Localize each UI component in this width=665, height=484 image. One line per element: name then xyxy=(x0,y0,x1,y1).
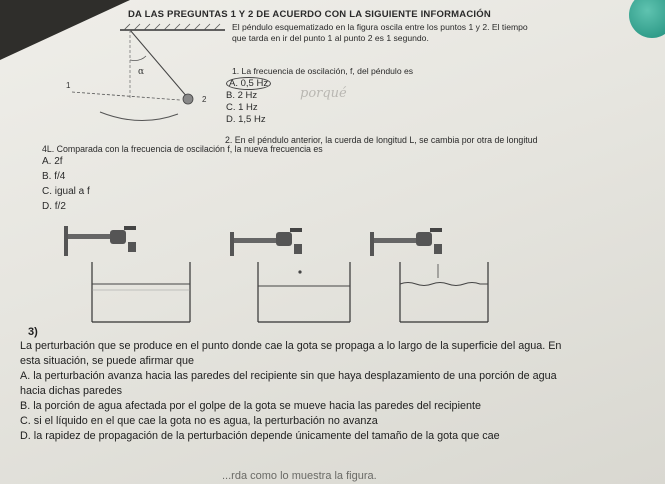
pendulum-bob xyxy=(183,94,193,104)
question-1-text: 1. La frecuencia de oscilación, f, del péndulo es xyxy=(232,66,414,76)
q2-option-b[interactable]: B. f/4 xyxy=(42,171,66,182)
faucet-handle xyxy=(290,228,302,232)
intro-line-2: que tarda en ir del punto 1 al punto 2 es 1 segundo. xyxy=(232,33,429,43)
pendulum-diagram xyxy=(60,20,230,130)
faucet-spout xyxy=(128,242,136,252)
question-3-stem-2: esta situación, se puede afirmar que xyxy=(20,355,195,367)
faucet-spout xyxy=(294,244,302,254)
drop-illustration-2 xyxy=(228,222,358,327)
faucet-icon xyxy=(110,230,126,244)
question-2-line-2: 4L. Comparada con la frecuencia de oscilación f, la nueva frecuencia es xyxy=(42,144,323,154)
handwritten-note: porqué xyxy=(300,86,347,101)
q1-option-b[interactable]: B. 2 Hz xyxy=(226,90,258,101)
wall-bracket xyxy=(370,232,374,256)
point-1-label: 1 xyxy=(66,81,71,90)
ceiling-hatch xyxy=(124,24,220,30)
angle-arc xyxy=(130,56,146,61)
rippled-water-surface xyxy=(400,283,488,286)
drop-illustration-1 xyxy=(62,222,192,327)
pipe xyxy=(234,238,278,243)
q3-option-b[interactable]: B. la porción de agua afectada por el golpe de la gota se mueve hacia las paredes del recipiente xyxy=(20,400,481,412)
q2-option-c[interactable]: C. igual a f xyxy=(42,186,90,197)
instructions-heading: DA LAS PREGUNTAS 1 Y 2 DE ACUERDO CON LA SIGUIENTE INFORMACIÓN xyxy=(128,9,491,20)
point-2-label: 2 xyxy=(202,95,207,104)
faucet-icon xyxy=(416,232,432,246)
faucet-handle xyxy=(430,228,442,232)
question-3-stem-1: La perturbación que se produce en el punto donde cae la gota se propaga a lo largo de la superficie del agua. En xyxy=(20,340,562,352)
pendulum-string xyxy=(130,30,188,98)
intro-line-1: El péndulo esquematizado en la figura oscila entre los puntos 1 y 2. El tiempo xyxy=(232,22,528,32)
wall-bracket xyxy=(64,226,68,256)
q1-option-a[interactable] xyxy=(226,78,271,89)
question-3-number: 3) xyxy=(28,326,38,338)
swing-path xyxy=(72,92,180,100)
pipe xyxy=(68,234,112,239)
water-drop xyxy=(298,270,301,273)
q3-option-c[interactable]: C. si el líquido en el que cae la gota no es agua, la perturbación no avanza xyxy=(20,415,378,427)
swing-arc xyxy=(100,112,178,121)
q1-option-c[interactable]: C. 1 Hz xyxy=(226,102,258,113)
faucet-handle xyxy=(124,226,136,230)
drop-illustration-3 xyxy=(368,222,498,327)
q3-option-d[interactable]: D. la rapidez de propagación de la perturbación depende únicamente del tamaño de la gota que cae xyxy=(20,430,500,442)
footer-fragment: ...rda como lo muestra la figura. xyxy=(222,470,377,482)
selected-mark: A. 0,5 Hz xyxy=(226,77,271,90)
wall-bracket xyxy=(230,232,234,256)
q1-option-d[interactable]: D. 1,5 Hz xyxy=(226,114,266,125)
faucet-icon xyxy=(276,232,292,246)
q3-option-a[interactable]: A. la perturbación avanza hacia las paredes del recipiente sin que haya desplazamiento de una porción de agua xyxy=(20,370,557,382)
q2-option-d[interactable]: D. f/2 xyxy=(42,201,66,212)
pipe xyxy=(374,238,418,243)
angle-label: α xyxy=(138,67,145,77)
faucet-spout xyxy=(434,244,442,254)
q2-option-a[interactable]: A. 2f xyxy=(42,156,63,167)
q3-option-a-cont: hacia dichas paredes xyxy=(20,385,123,397)
question-2-line-1: 2. En el péndulo anterior, la cuerda de longitud L, se cambia por otra de longitud xyxy=(225,135,538,145)
